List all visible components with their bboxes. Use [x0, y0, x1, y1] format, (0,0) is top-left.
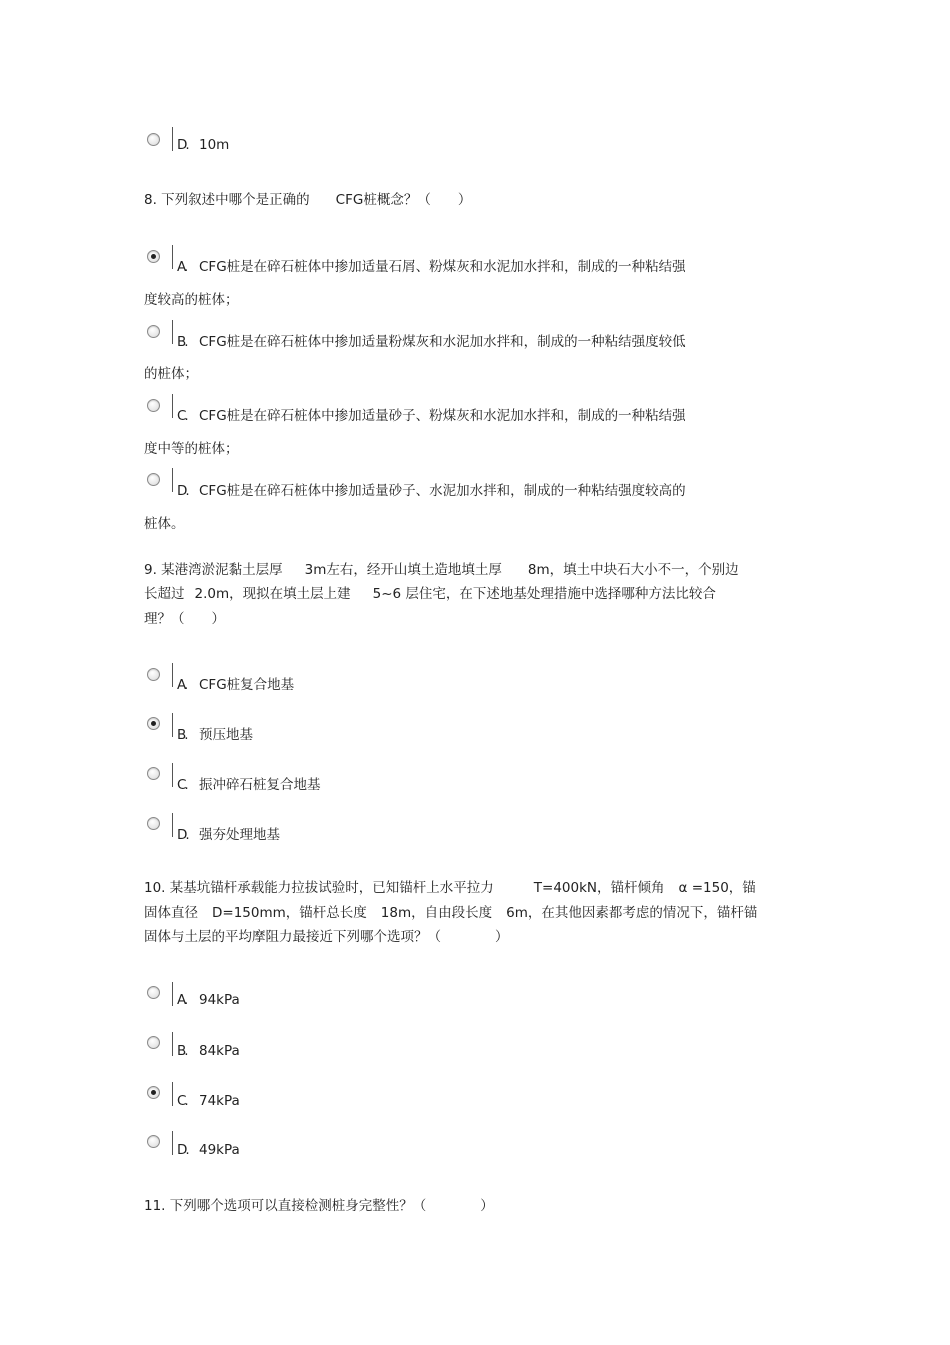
q8-radio-d[interactable]	[147, 473, 160, 486]
option-text-cont: 度中等的桩体；	[144, 441, 239, 457]
q9-option-b[interactable]	[177, 723, 253, 743]
option-text: CFG桩是在碎石桩体中掺加适量砂子、水泥加水拌和，制成的一种粘结强度较高的	[199, 483, 686, 499]
option-letter: B.	[177, 727, 187, 743]
option-text: CFG桩复合地基	[199, 677, 295, 693]
q8-option-a[interactable]	[177, 255, 686, 275]
q9-stem-part: 理？（ ）	[144, 611, 225, 627]
q9-radio-b[interactable]	[147, 717, 160, 730]
q9-radio-c[interactable]	[147, 767, 160, 780]
q9-stem-part: 5~6 层住宅，在下述地基处理措施中选择哪种方法比较合	[372, 586, 716, 602]
option-text-cont: 度较高的桩体；	[144, 292, 239, 308]
q10-stem-part: 固体直径	[144, 905, 198, 921]
q9-stem-part: 8m，填土中块石大小不一，个别边	[527, 562, 739, 578]
q10-stem-part: 18m，自由段长度	[380, 905, 493, 921]
q7-radio-d[interactable]	[147, 133, 160, 146]
option-divider	[172, 1032, 173, 1056]
q9-stem-part: 2.0m，现拟在填土层上建	[194, 586, 351, 602]
option-divider	[172, 127, 173, 151]
q10-stem-line-3	[144, 925, 509, 945]
option-divider	[172, 982, 173, 1006]
option-divider	[172, 713, 173, 737]
option-text: 94kPa	[199, 992, 240, 1008]
option-letter: B.	[177, 334, 187, 350]
q9-radio-a[interactable]	[147, 668, 160, 681]
option-letter: A.	[177, 677, 187, 693]
q8-stem-part: CFG桩概念？（ ）	[335, 192, 472, 208]
q8-option-b[interactable]	[177, 330, 686, 350]
q10-stem-line-2	[144, 901, 757, 921]
q9-option-d[interactable]	[177, 823, 280, 843]
q9-radio-d[interactable]	[147, 817, 160, 830]
option-letter: C.	[177, 408, 187, 424]
q10-option-a[interactable]	[177, 992, 240, 1008]
q10-radio-b[interactable]	[147, 1036, 160, 1049]
option-text: 振冲碎石桩复合地基	[199, 777, 321, 793]
q9-stem-part: 9. 某港湾淤泥黏土层厚	[144, 562, 283, 578]
option-text: CFG桩是在碎石桩体中掺加适量粉煤灰和水泥加水拌和，制成的一种粘结强度较低	[199, 334, 686, 350]
q9-stem-line-2	[144, 582, 716, 602]
option-letter: A.	[177, 259, 187, 275]
q8-stem-part: 8. 下列叙述中哪个是正确的	[144, 192, 310, 208]
q10-option-c[interactable]	[177, 1093, 240, 1109]
q10-stem-line-1	[144, 876, 756, 896]
option-divider	[172, 394, 173, 418]
option-text: 49kPa	[199, 1142, 240, 1158]
q10-radio-c[interactable]	[147, 1086, 160, 1099]
q10-radio-a[interactable]	[147, 986, 160, 999]
option-text: 10m	[199, 137, 230, 153]
option-letter: B.	[177, 1043, 187, 1059]
q8-radio-c[interactable]	[147, 399, 160, 412]
q10-stem-part: α =150，锚	[678, 880, 756, 896]
q9-stem-part: 长超过	[144, 586, 185, 602]
option-text: CFG桩是在碎石桩体中掺加适量砂子、粉煤灰和水泥加水拌和，制成的一种粘结强	[199, 408, 686, 424]
option-text: 强夯处理地基	[199, 827, 280, 843]
option-letter: D.	[177, 827, 188, 843]
q9-option-c[interactable]	[177, 773, 321, 793]
q8-stem	[144, 188, 471, 208]
q10-option-b[interactable]	[177, 1043, 240, 1059]
q10-option-d[interactable]	[177, 1142, 240, 1158]
q11-stem: 11. 下列哪个选项可以直接检测桩身完整性？（ ）	[144, 1198, 494, 1214]
option-text: 74kPa	[199, 1093, 240, 1109]
option-text-cont: 的桩体；	[144, 366, 198, 382]
q8-radio-b[interactable]	[147, 325, 160, 338]
q7-option-d[interactable]	[177, 137, 229, 153]
option-divider	[172, 468, 173, 492]
q9-stem-part: 3m左右，经开山填土造地填土厚	[304, 562, 502, 578]
option-divider	[172, 320, 173, 344]
q9-stem-line-1	[144, 558, 739, 578]
option-letter: C.	[177, 1093, 187, 1109]
q9-option-a[interactable]	[177, 673, 294, 693]
q9-stem-line-3	[144, 607, 225, 627]
option-divider	[172, 663, 173, 687]
q8-option-d[interactable]	[177, 479, 686, 499]
q8-radio-a[interactable]	[147, 250, 160, 263]
option-letter: D.	[177, 483, 188, 499]
option-text-cont: 桩体。	[144, 516, 185, 532]
q10-stem-part: D=150mm，锚杆总长度	[212, 905, 367, 921]
option-divider	[172, 245, 173, 269]
option-letter: D.	[177, 137, 188, 153]
option-letter: C.	[177, 777, 187, 793]
q8-option-c[interactable]	[177, 404, 686, 424]
option-divider	[172, 763, 173, 787]
option-text: 预压地基	[199, 727, 253, 743]
option-letter: D.	[177, 1142, 188, 1158]
q10-stem-part: 6m，在其他因素都考虑的情况下，锚杆锚	[506, 905, 758, 921]
option-divider	[172, 813, 173, 837]
option-text: 84kPa	[199, 1043, 240, 1059]
q10-stem-part: 固体与土层的平均摩阻力最接近下列哪个选项？（ ）	[144, 929, 509, 945]
q10-radio-d[interactable]	[147, 1135, 160, 1148]
q10-stem-part: 10. 某基坑锚杆承载能力拉拔试验时，已知锚杆上水平拉力	[144, 880, 494, 896]
option-text: CFG桩是在碎石桩体中掺加适量石屑、粉煤灰和水泥加水拌和，制成的一种粘结强	[199, 259, 686, 275]
option-divider	[172, 1082, 173, 1106]
option-divider	[172, 1131, 173, 1155]
q10-stem-part: T=400kN，锚杆倾角	[533, 880, 665, 896]
option-letter: A.	[177, 992, 187, 1008]
